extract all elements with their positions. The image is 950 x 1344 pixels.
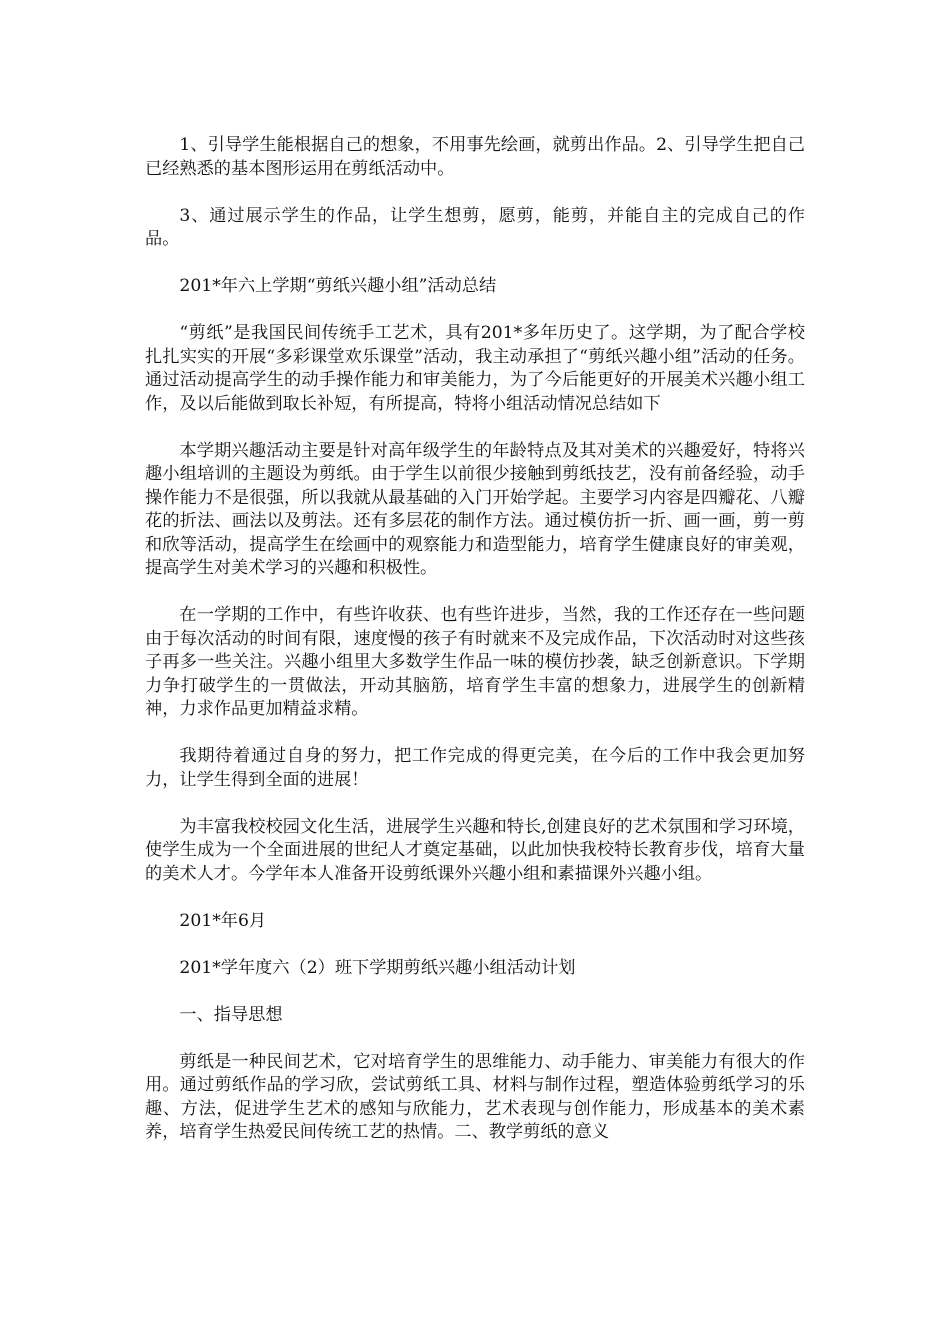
paragraph-school-culture: 为丰富我校校园文化生活，进展学生兴趣和特长,创建良好的艺术氛围和学习环境，使学生成为一个全面进展的世纪人才奠定基础，以此加快我校特长教育步伐，培育大量的美术人才。今学年本人准备开设剪纸课外兴趣小组和素描课外兴趣小组。	[145, 816, 805, 884]
paragraph-guidance-1-2: 1、引导学生能根据自己的想象，不用事先绘画，就剪出作品。2、引导学生把自己已经熟悉的基本图形运用在剪纸活动中。	[145, 135, 805, 179]
section-heading-guiding-thought: 一、指导思想	[179, 1004, 283, 1025]
paragraph-paper-cutting-art: 剪纸是一种民间艺术，它对培育学生的思维能力、动手能力、审美能力有很大的作用。通过剪纸作品的学习欣，尝试剪纸工具、材料与制作过程，塑造体验剪纸学习的乐趣、方法，促进学生艺术的感知与欣能力，艺术表现与创作能力，形成基本的美术素养，培育学生热爱民间传统工艺的热情。二、教学剪纸的意义	[145, 1051, 805, 1142]
date-line: 201*年6月	[179, 910, 267, 931]
paragraph-problems: 在一学期的工作中，有些许收获、也有些许进步，当然，我的工作还存在一些问题由于每次活动的时间有限，速度慢的孩子有时就来不及完成作品，下次活动时对这些孩子再多一些关注。兴趣小组里大多数学生作品一味的模仿抄袭，缺乏创新意识。下学期力争打破学生的一贯做法，开动其脑筋，培育学生丰富的想象力，进展学生的创新精神，力求作品更加精益求精。	[145, 605, 805, 719]
heading-activity-summary: 201*年六上学期“剪纸兴趣小组”活动总结	[179, 276, 497, 296]
document-page	[145, 134, 805, 1168]
paragraph-summary-intro: “剪纸”是我国民间传统手工艺术，具有201*多年历史了。这学期，为了配合学校扎扎实实的开展“多彩课堂欢乐课堂”活动，我主动承担了“剪纸兴趣小组”活动的任务。通过活动提高学生的动手操作能力和审美能力，为了今后能更好的开展美术兴趣小组工作，及以后能做到取长补短，有所提高，特将小组活动情况总结如下	[145, 323, 805, 414]
paragraph-guidance-3: 3、通过展示学生的作品，让学生想剪，愿剪，能剪，并能自主的完成自己的作品。	[145, 205, 805, 249]
heading-activity-plan: 201*学年度六（2）班下学期剪纸兴趣小组活动计划	[179, 957, 576, 978]
paragraph-semester-activities: 本学期兴趣活动主要是针对高年级学生的年龄特点及其对美术的兴趣爱好，特将兴趣小组培训的主题设为剪纸。由于学生以前很少接触到剪纸技艺，没有前备经验，动手操作能力不是很强，所以我就从最基础的入门开始学起。主要学习内容是四瓣花、八瓣花的折法、画法以及剪法。还有多层花的制作方法。通过模仿折一折、画一画，剪一剪和欣等活动，提高学生在绘画中的观察能力和造型能力，培育学生健康良好的审美观，提高学生对美术学习的兴趣和积极性。	[145, 440, 805, 578]
paragraph-expectation: 我期待着通过自身的努力，把工作完成的得更完美，在今后的工作中我会更加努力，让学生得到全面的进展！	[145, 746, 805, 790]
